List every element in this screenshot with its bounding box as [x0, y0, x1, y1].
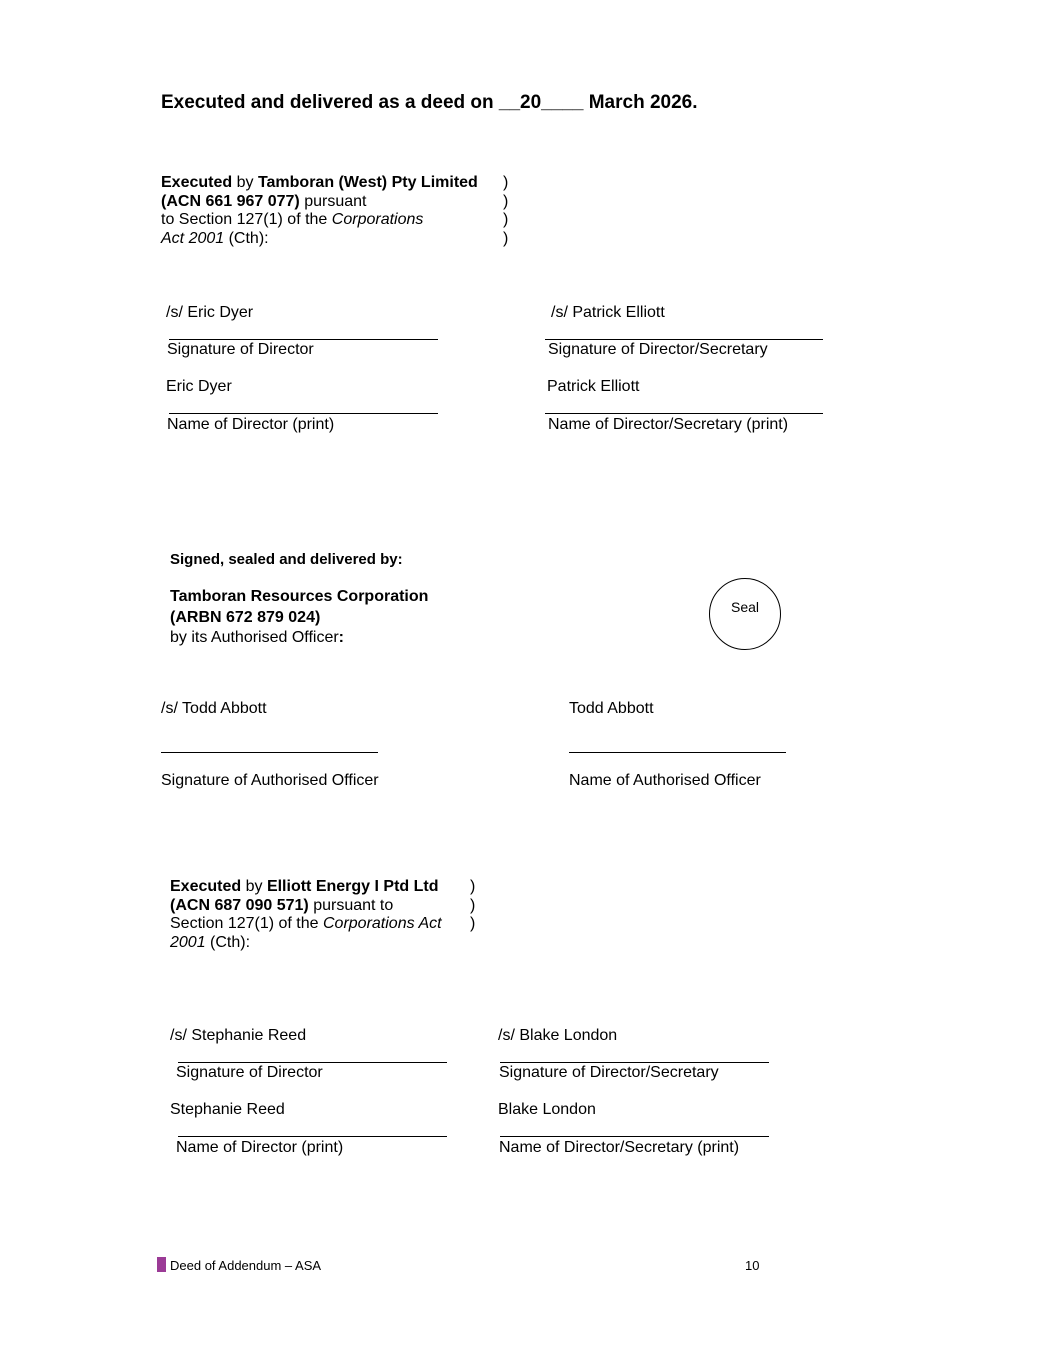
- officer-name-value: Todd Abbott: [569, 700, 654, 717]
- name-label: Name of Director/Secretary (print): [499, 1139, 740, 1156]
- authorised-officer-text: by its Authorised Officer:: [170, 629, 344, 646]
- corporation-block: [170, 587, 428, 649]
- clause-line-3: to Section 127(1) of the Corporations: [161, 211, 424, 228]
- signature-label: Signature of Director: [176, 1064, 323, 1081]
- name-line: [178, 1136, 447, 1137]
- sealed-heading: Signed, sealed and delivered by:: [170, 551, 403, 568]
- bracket-column: ) ) ) ): [503, 174, 509, 247]
- name-line: [569, 752, 786, 753]
- clause-line-1: Executed by Tamboran (West) Pty Limited: [161, 174, 478, 191]
- officer-signature-value: /s/ Todd Abbott: [161, 700, 267, 717]
- signature-label: Signature of Authorised Officer: [161, 772, 379, 789]
- director-name-value: Eric Dyer: [166, 378, 232, 395]
- director-signature-value: /s/ Eric Dyer: [166, 304, 254, 321]
- clause-line-2: (ACN 687 090 571) pursuant to: [170, 896, 394, 914]
- signature-line: [169, 339, 438, 340]
- name-label: Name of Authorised Officer: [569, 772, 761, 789]
- seal-circle: [709, 578, 781, 650]
- corporation-arbn: (ARBN 672 879 024): [170, 608, 321, 626]
- footer-accent-bar: [157, 1257, 166, 1272]
- name-label: Name of Director (print): [176, 1139, 344, 1156]
- name-label: Name of Director (print): [167, 416, 335, 433]
- clause-line-1: Executed by Elliott Energy I Ptd Ltd: [170, 878, 439, 895]
- clause-line-3: Section 127(1) of the Corporations Act: [170, 915, 442, 932]
- execution-clause-tamboran-west: [161, 174, 478, 248]
- footer-document-title: Deed of Addendum – ASA: [170, 1258, 322, 1273]
- signature-line: [161, 752, 378, 753]
- signature-label: Signature of Director/Secretary: [499, 1064, 719, 1081]
- secretary-signature-value: /s/ Patrick Elliott: [551, 304, 665, 321]
- clause-line-2: (ACN 661 967 077) pursuant: [161, 192, 367, 210]
- signature-line: [178, 1062, 447, 1063]
- signature-label: Signature of Director: [167, 341, 314, 358]
- corporation-name: Tamboran Resources Corporation: [170, 588, 429, 605]
- bracket-column: ) ) ): [470, 878, 476, 932]
- execution-clause-elliott-energy: [170, 878, 442, 952]
- deed-heading: Executed and delivered as a deed on __20____ March 2026.: [161, 92, 698, 113]
- name-line: [169, 413, 438, 414]
- secretary-signature-value: /s/ Blake London: [498, 1027, 618, 1044]
- director-signature-value: /s/ Stephanie Reed: [170, 1027, 307, 1044]
- clause-line-4: Act 2001 (Cth):: [161, 229, 269, 247]
- name-line: [500, 1136, 769, 1137]
- secretary-name-value: Blake London: [498, 1101, 596, 1118]
- secretary-name-value: Patrick Elliott: [547, 378, 640, 395]
- signature-line: [500, 1062, 769, 1063]
- director-name-value: Stephanie Reed: [170, 1101, 285, 1118]
- name-line: [545, 413, 823, 414]
- clause-line-4: 2001 (Cth):: [170, 933, 251, 951]
- seal-label: Seal: [730, 599, 760, 615]
- page-number: 10: [745, 1258, 760, 1273]
- name-label: Name of Director/Secretary (print): [548, 416, 789, 433]
- signature-label: Signature of Director/Secretary: [548, 341, 768, 358]
- signature-line: [545, 339, 823, 340]
